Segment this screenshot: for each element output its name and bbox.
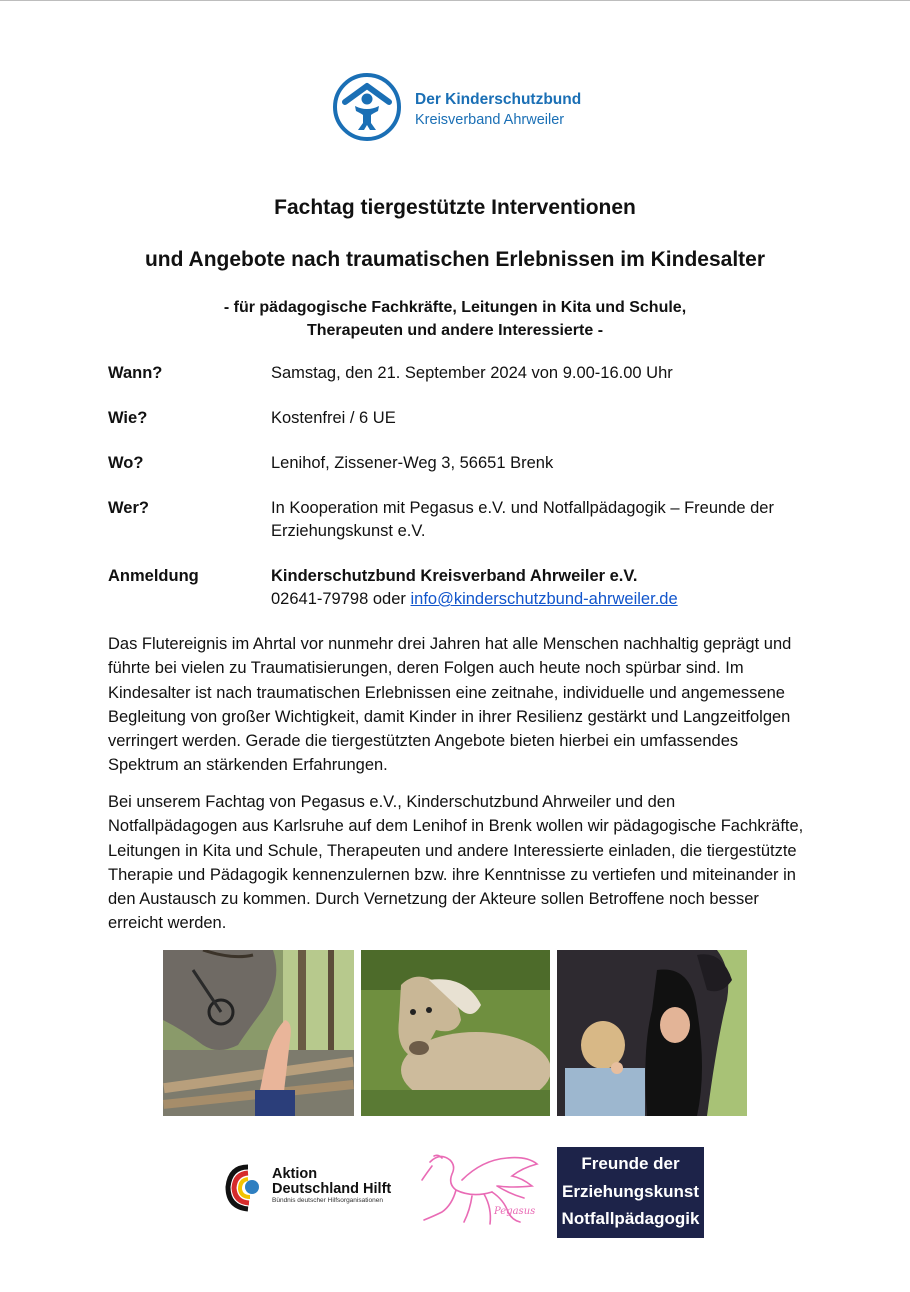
photo-resting-pony <box>361 950 550 1116</box>
detail-value: Samstag, den 21. September 2024 von 9.00-16.00 Uhr <box>271 364 673 382</box>
page-title-line2: und Angebote nach traumatischen Erlebnissen im Kindesalter <box>144 248 766 271</box>
freunde-line1: Freunde der <box>581 1154 680 1173</box>
detail-label: Wer? <box>108 499 149 517</box>
pegasus-logo <box>412 1150 542 1230</box>
kinderschutzbund-logo <box>332 72 592 144</box>
pegasus-script-text: Pegasus <box>494 1206 536 1217</box>
page-top-border <box>0 0 910 1</box>
target-audience-line1: - für pädagogische Fachkräfte, Leitungen in Kita und Schule, <box>223 299 687 316</box>
event-paragraph: Bei unserem Fachtag von Pegasus e.V., Kinderschutzbund Ahrweiler und den Notfallpädagogen aus Karlsruhe auf dem Lenihof in Brenk wollen wir pädagogische Fachkräfte, Leitungen in Kita und Schule, Therapeuten und andere Interessierte einladen, die tiergestützte Therapie und Pädagogik kennenzulernen bzw. ihre Kenntnisse zu vertiefen und miteinander in den Austausch zu kommen. Durch Vernetzung der Akteure sollen Betroffene noch besser erreicht werden. <box>108 793 804 933</box>
adh-name-line2: Deutschland Hilft <box>272 1181 392 1197</box>
target-audience-line2: Therapeuten und andere Interessierte - <box>306 322 604 339</box>
adh-swirl-icon <box>224 1163 270 1215</box>
photo-children-with-horse <box>557 950 747 1116</box>
detail-value: Kostenfrei / 6 UE <box>271 409 396 427</box>
intro-paragraph: Das Flutereignis im Ahrtal vor nunmehr drei Jahren hat alle Menschen nachhaltig geprägt und führte bei vielen zu Traumatisierungen, deren Folgen auch heute noch spürbar sind. Im Kindesalter ist nach traumatischen Erlebnissen eine zeitnahe, individuelle und angemessene Begleitung von großer Wichtigkeit, damit Kinder in ihrer Resilienz gestärkt und Langzeitfolgen verringert werden. Gerade die tiergestützten Angebote bieten hierbei ein umfassendes Spektrum an stärkenden Erfahrungen. <box>108 635 792 775</box>
detail-label: Wie? <box>108 409 148 427</box>
registration-contact-line <box>271 588 811 611</box>
registration-org: Kinderschutzbund Kreisverband Ahrweiler e.V. <box>271 567 638 585</box>
freunde-der-erziehungskunst-logo <box>557 1147 704 1238</box>
org-branch: Kreisverband Ahrweiler <box>415 112 565 128</box>
registration-email-link[interactable]: info@kinderschutzbund-ahrweiler.de <box>410 590 678 608</box>
freunde-line3: Notfallpädagogik <box>561 1209 700 1228</box>
registration-contact <box>271 565 811 611</box>
freunde-line2: Erziehungskunst <box>562 1182 699 1201</box>
aktion-deutschland-hilft-logo <box>224 1163 399 1215</box>
registration-connector: oder <box>372 590 406 608</box>
org-name: Der Kinderschutzbund <box>415 91 582 108</box>
detail-value: In Kooperation mit Pegasus e.V. und Notfallpädagogik – Freunde der Erziehungskunst e.V. <box>271 499 774 540</box>
detail-label: Anmeldung <box>108 567 199 585</box>
detail-value: Lenihof, Zissener-Weg 3, 56651 Brenk <box>271 454 554 472</box>
page-title: Fachtag tiergestützte Interventionen <box>274 196 636 219</box>
detail-label: Wo? <box>108 454 144 472</box>
photo-horse-hand <box>163 950 354 1116</box>
adh-tagline: Bündnis deutscher Hilfsorganisationen <box>272 1197 383 1204</box>
child-house-icon <box>332 72 404 144</box>
adh-name-line1: Aktion <box>272 1166 318 1182</box>
detail-label: Wann? <box>108 364 163 382</box>
registration-phone: 02641-79798 <box>271 590 369 608</box>
target-audience <box>0 296 910 342</box>
